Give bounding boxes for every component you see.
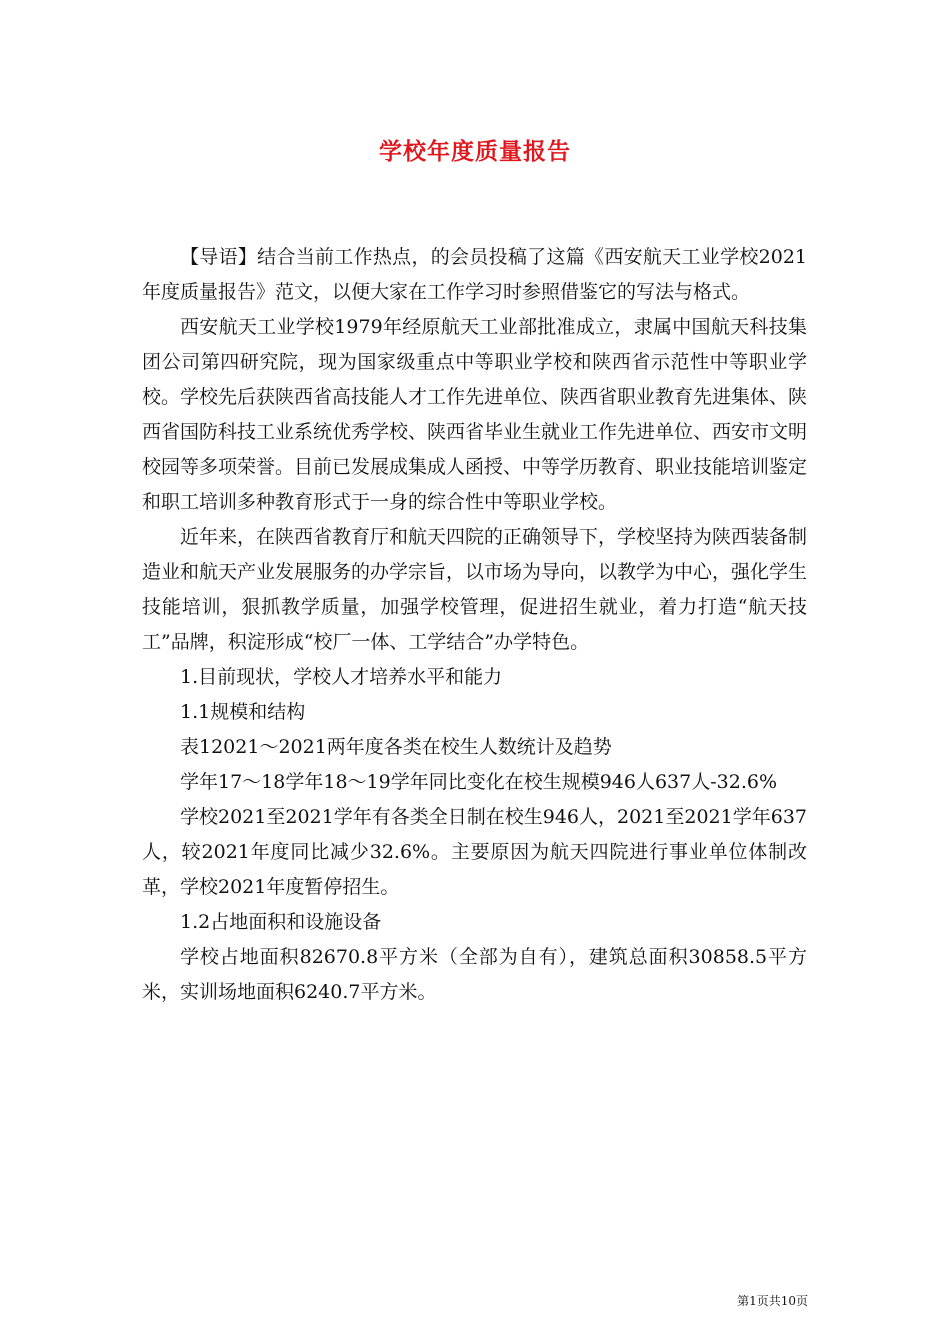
section-heading-1-1: 1.1规模和结构: [180, 701, 306, 723]
paragraph-intro: 【导语】结合当前工作热点，的会员投稿了这篇《西安航天工业学校2021年度质量报告》范文，以便大家在工作学习时参照借鉴它的写法与格式。: [142, 246, 807, 303]
section-heading-1-2: 1.2占地面积和设施设备: [180, 911, 382, 933]
page-number-footer: 第1页共10页: [737, 1294, 808, 1308]
paragraph-school-overview: 西安航天工业学校1979年经原航天工业部批准成立，隶属中国航天科技集团公司第四研究院，现为国家级重点中等职业学校和陕西省示范性中等职业学校。学校先后获陕西省高技能人才工作先进单位、陕西省职业教育先进集体、陕西省国防科技工业系统优秀学校、陕西省毕业生就业工作先进单位、西安市文明校园等多项荣誉。目前已发展成集成人函授、中等学历教育、职业技能培训鉴定和职工培训多种教育形式于一身的综合性中等职业学校。: [142, 316, 808, 513]
paragraph-enrollment: 学校2021至2021学年有各类全日制在校生946人，2021至2021学年637人，较2021年度同比减少32.6%。主要原因为航天四院进行事业单位体制改革，学校2021年度暂停招生。: [142, 806, 807, 898]
table-caption: 表12021～2021两年度各类在校生人数统计及趋势: [180, 736, 612, 758]
document-title: 学校年度质量报告: [379, 138, 571, 165]
paragraph-recent-years: 近年来，在陕西省教育厅和航天四院的正确领导下，学校坚持为陕西装备制造业和航天产业发展服务的办学宗旨，以市场为导向，以教学为中心，强化学生技能培训，狠抓教学质量，加强学校管理，促进招生就业，着力打造“航天技工”品牌，积淀形成“校厂一体、工学结合”办学特色。: [142, 526, 808, 653]
paragraph-facilities: 学校占地面积82670.8平方米（全部为自有），建筑总面积30858.5平方米，实训场地面积6240.7平方米。: [142, 946, 807, 1003]
table-content-text: 学年17～18学年18～19学年同比变化在校生规模946人637人-32.6%: [180, 771, 778, 793]
document-body: [142, 240, 807, 1010]
section-heading-1: 1.目前现状，学校人才培养水平和能力: [180, 666, 503, 688]
